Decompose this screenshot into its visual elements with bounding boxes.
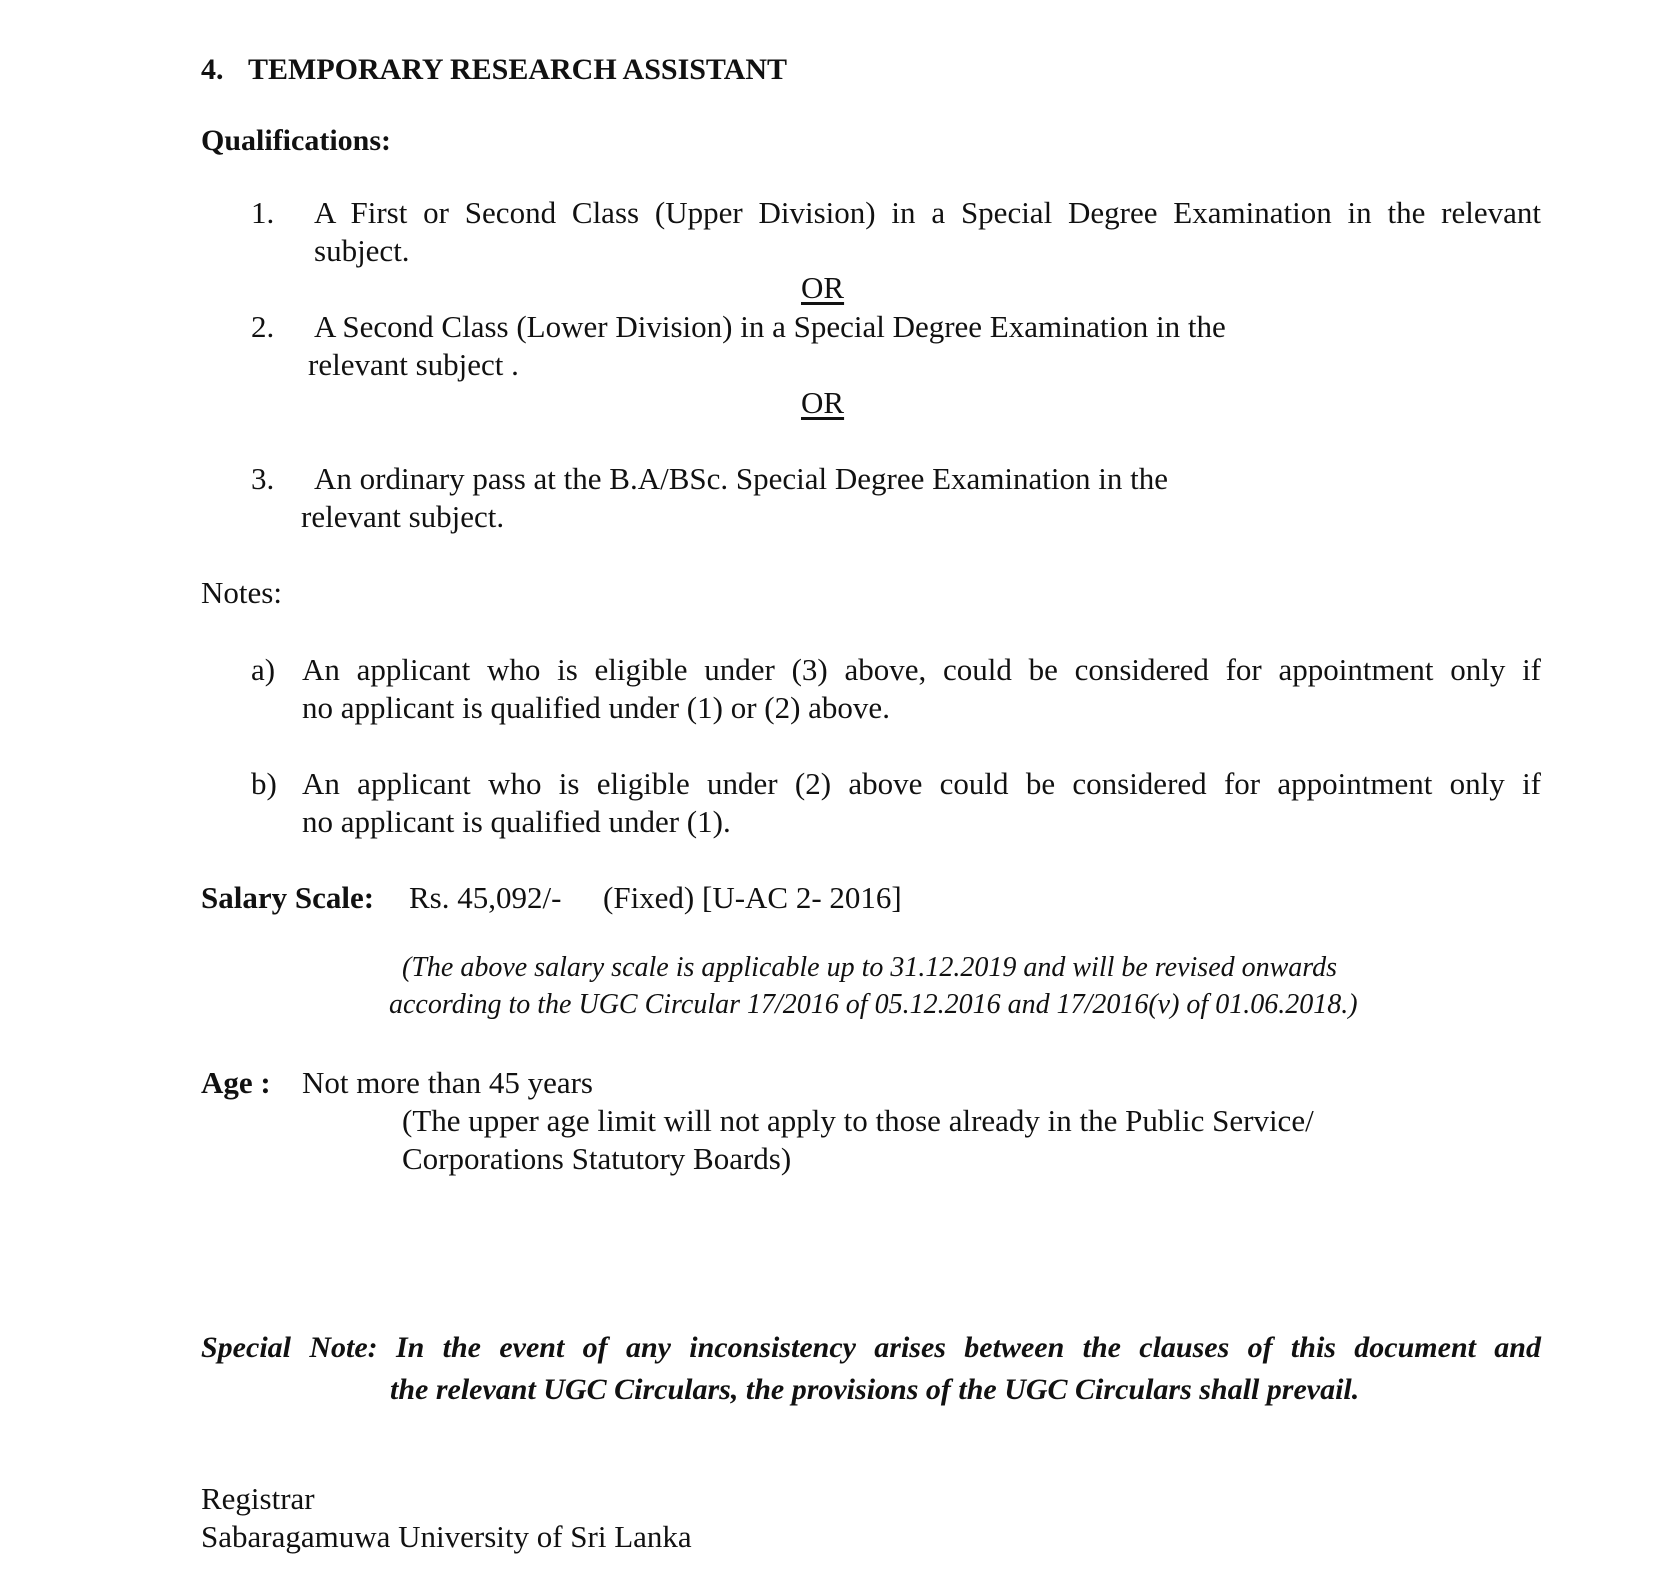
qualification-text-line: relevant subject . bbox=[308, 347, 519, 382]
qualifications-heading: Qualifications: bbox=[201, 124, 392, 157]
salary-amount: Rs. 45,092/- bbox=[409, 880, 562, 915]
special-note-line: the relevant UGC Circulars, the provisions of the UGC Circulars shall prevail. bbox=[390, 1373, 1360, 1406]
salary-note-line: (The above salary scale is applicable up to 31.12.2019 and will be revised onwards bbox=[402, 952, 1338, 983]
qualification-number: 3. bbox=[251, 461, 275, 496]
salary-note-line: according to the UGC Circular 17/2016 of 05.12.2016 and 17/2016(v) of 01.06.2018.) bbox=[389, 989, 1358, 1020]
section-number: 4. bbox=[201, 53, 224, 86]
qualification-text-line: A Second Class (Lower Division) in a Special Degree Examination in the bbox=[314, 309, 1226, 344]
qualification-text-line: relevant subject. bbox=[301, 499, 505, 534]
or-separator: OR bbox=[801, 385, 845, 420]
notes-heading: Notes: bbox=[201, 575, 282, 610]
note-text-line: no applicant is qualified under (1). bbox=[302, 804, 731, 839]
note-label: b) bbox=[251, 766, 277, 801]
section-title: TEMPORARY RESEARCH ASSISTANT bbox=[248, 53, 788, 86]
qualification-number: 1. bbox=[251, 195, 275, 230]
signature-title: Registrar bbox=[201, 1481, 315, 1516]
qualification-text-line: subject. bbox=[314, 233, 410, 268]
salary-detail: (Fixed) [U-AC 2- 2016] bbox=[603, 880, 902, 915]
or-separator: OR bbox=[801, 270, 845, 305]
qualification-text-line: A First or Second Class (Upper Division) in a Special Degree Examination in the relevant bbox=[314, 195, 1541, 230]
qualification-number: 2. bbox=[251, 309, 275, 344]
age-value: Not more than 45 years bbox=[302, 1065, 593, 1100]
note-text-line: An applicant who is eligible under (2) above could be considered for appointment only if bbox=[302, 766, 1541, 801]
qualification-text-line: An ordinary pass at the B.A/BSc. Special Degree Examination in the bbox=[314, 461, 1169, 496]
salary-label: Salary Scale: bbox=[201, 880, 375, 915]
note-text-line: An applicant who is eligible under (3) above, could be considered for appointment only if bbox=[302, 652, 1541, 687]
age-label: Age : bbox=[201, 1065, 271, 1100]
note-text-line: no applicant is qualified under (1) or (2) above. bbox=[302, 690, 890, 725]
note-label: a) bbox=[251, 652, 276, 687]
signature-organization: Sabaragamuwa University of Sri Lanka bbox=[201, 1519, 692, 1554]
special-note-line: Special Note: In the event of any inconsistency arises between the clauses of this document and bbox=[201, 1331, 1541, 1364]
age-note-line: (The upper age limit will not apply to those already in the Public Service/ bbox=[402, 1103, 1314, 1138]
age-note-line: Corporations Statutory Boards) bbox=[402, 1141, 792, 1176]
